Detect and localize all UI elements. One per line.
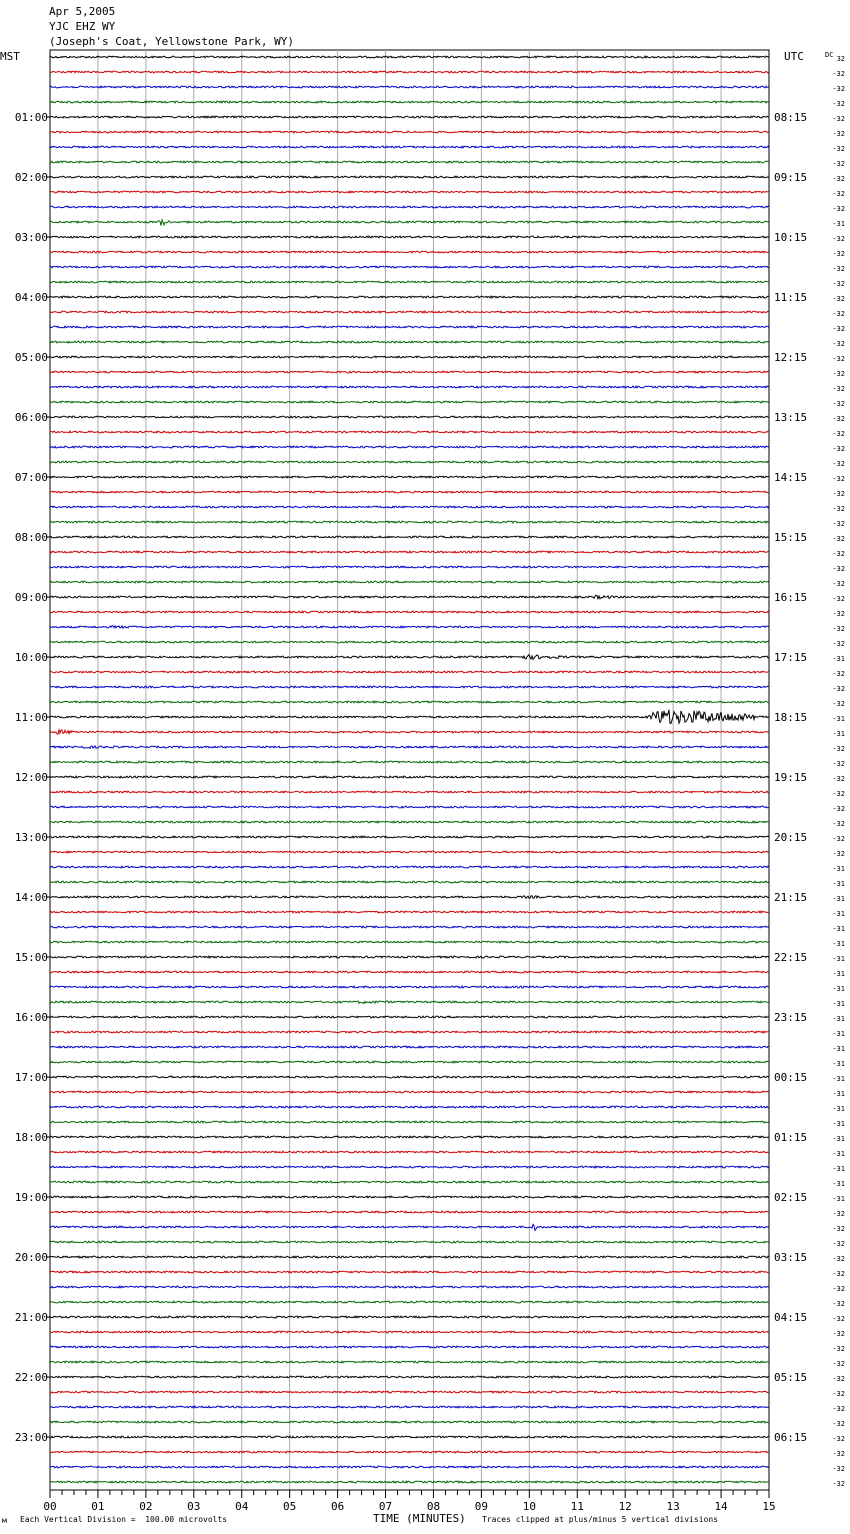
x-tick-label: 12 — [618, 1500, 632, 1513]
x-axis-title: TIME (MINUTES) — [373, 1512, 466, 1525]
trace-line — [50, 1466, 769, 1468]
trace-line — [50, 686, 769, 688]
x-tick-label: 05 — [283, 1500, 297, 1513]
right-hour-label: 00:15 — [774, 1071, 808, 1084]
trace-line — [50, 1241, 769, 1243]
x-tick-label: 04 — [235, 1500, 249, 1513]
dc-offset-value: -32 — [832, 340, 845, 348]
trace-line — [50, 1361, 769, 1363]
left-hour-label: 10:00 — [14, 651, 48, 664]
trace-line — [50, 251, 769, 253]
trace-line — [50, 1121, 769, 1123]
dc-offset-value: -31 — [832, 730, 845, 738]
dc-offset-value: -31 — [832, 1120, 845, 1128]
right-hour-label: 02:15 — [774, 1191, 808, 1204]
trace-line — [50, 746, 769, 748]
dc-offset-value: -32 — [832, 520, 845, 528]
x-tick-label: 01 — [91, 1500, 105, 1513]
trace-line — [50, 1136, 769, 1138]
trace-line — [50, 941, 769, 943]
station-code: YJC EHZ WY — [49, 20, 116, 33]
right-timezone-label: UTC — [784, 50, 804, 63]
left-hour-label: 04:00 — [14, 291, 48, 304]
trace-line — [50, 1376, 769, 1378]
trace-line — [50, 641, 769, 643]
dc-offset-value: -32 — [832, 100, 845, 108]
dc-offset-value: -32 — [832, 595, 845, 603]
trace-line — [50, 491, 769, 493]
trace-line — [50, 446, 769, 448]
trace-line — [50, 851, 769, 853]
x-tick-label: 00 — [43, 1500, 57, 1513]
dc-offset-value: -32 — [832, 535, 845, 543]
dc-offset-value: -32 — [832, 235, 845, 243]
left-hour-label: 02:00 — [14, 171, 48, 184]
trace-line — [50, 881, 769, 883]
trace-line — [50, 611, 769, 613]
x-tick-label: 07 — [378, 1500, 393, 1513]
trace-line — [50, 1224, 769, 1230]
trace-line — [50, 146, 769, 148]
x-tick-label: 06 — [330, 1500, 345, 1513]
left-timezone-label: MST — [0, 50, 20, 63]
left-hour-label: 09:00 — [14, 591, 48, 604]
trace-line — [50, 821, 769, 823]
dc-offset-value: -31 — [832, 895, 845, 903]
trace-line — [50, 536, 769, 538]
dc-offset-value: -32 — [832, 70, 845, 78]
dc-offset-value: -32 — [832, 580, 845, 588]
dc-offset-value: -32 — [832, 685, 845, 693]
trace-line — [50, 416, 769, 418]
trace-line — [50, 71, 769, 73]
trace-line — [50, 116, 769, 118]
trace-line — [50, 730, 769, 734]
trace-line — [50, 671, 769, 673]
trace-line — [50, 326, 769, 328]
dc-offset-value: -32 — [832, 835, 845, 843]
trace-line — [50, 386, 769, 388]
trace-line — [50, 1301, 769, 1303]
dc-offset-value: -32 — [832, 1360, 845, 1368]
left-hour-label: 18:00 — [14, 1131, 48, 1144]
dc-offset-value: -32 — [832, 565, 845, 573]
dc-offset-value: -32 — [832, 310, 845, 318]
dc-offset-value: -31 — [832, 940, 845, 948]
dc-offset-value: -32 — [832, 295, 845, 303]
dc-offset-heading: DC — [825, 51, 834, 59]
dc-offset-value: -32 — [832, 550, 845, 558]
left-hour-label: 07:00 — [14, 471, 48, 484]
trace-line — [50, 101, 769, 103]
scale-mark: м — [2, 1516, 7, 1525]
left-hour-label: 22:00 — [14, 1371, 48, 1384]
trace-line — [50, 1046, 769, 1048]
trace-line — [50, 1256, 769, 1258]
trace-line — [50, 986, 769, 988]
dc-offset-value: -32 — [832, 1465, 845, 1473]
trace-line — [50, 1481, 769, 1483]
dc-offset-value: -32 — [832, 760, 845, 768]
trace-line — [50, 1031, 769, 1033]
dc-offset-value: -31 — [832, 1015, 845, 1023]
trace-line — [50, 281, 769, 283]
dc-offset-value: -31 — [832, 910, 845, 918]
dc-offset-value: -32 — [832, 1270, 845, 1278]
trace-line — [50, 1331, 769, 1333]
right-hour-label: 22:15 — [774, 951, 808, 964]
dc-offset-value: -31 — [832, 970, 845, 978]
trace-line — [50, 296, 769, 298]
dc-offset-value: -32 — [832, 430, 845, 438]
trace-line — [50, 791, 769, 793]
dc-offset-value: -32 — [832, 280, 845, 288]
trace-line — [50, 236, 769, 238]
trace-line — [50, 655, 769, 660]
dc-offset-value: -32 — [832, 625, 845, 633]
dc-offset-value: -32 — [832, 805, 845, 813]
trace-line — [50, 131, 769, 133]
dc-offset-value: -32 — [832, 1405, 845, 1413]
right-hour-label: 11:15 — [774, 291, 808, 304]
right-hour-label: 05:15 — [774, 1371, 808, 1384]
right-hour-label: 13:15 — [774, 411, 808, 424]
dc-offset-value: -32 — [832, 445, 845, 453]
dc-offset-value: -31 — [832, 1030, 845, 1038]
trace-line — [50, 161, 769, 163]
trace-line — [50, 1196, 769, 1198]
dc-offset-value: -32 — [832, 160, 845, 168]
right-hour-label: 15:15 — [774, 531, 808, 544]
trace-line — [50, 191, 769, 193]
trace-line — [50, 971, 769, 973]
right-hour-label: 09:15 — [774, 171, 808, 184]
trace-line — [50, 476, 769, 478]
right-hour-label: 01:15 — [774, 1131, 808, 1144]
x-tick-label: 10 — [522, 1500, 536, 1513]
trace-line — [50, 461, 769, 463]
right-hour-label: 20:15 — [774, 831, 808, 844]
dc-offset-value: -31 — [832, 1180, 845, 1188]
x-tick-label: 03 — [187, 1500, 201, 1513]
dc-offset-value: -32 — [832, 850, 845, 858]
station-location: (Joseph's Coat, Yellowstone Park, WY) — [49, 35, 295, 48]
dc-offset-value: -32 — [832, 250, 845, 258]
trace-line — [50, 956, 769, 958]
trace-line — [50, 1061, 769, 1063]
left-hour-label: 06:00 — [14, 411, 48, 424]
right-hour-label: 03:15 — [774, 1251, 808, 1264]
left-hour-label: 14:00 — [14, 891, 48, 904]
dc-offset-value: -32 — [832, 1300, 845, 1308]
dc-offset-value: -32 — [832, 1375, 845, 1383]
right-hour-label: 12:15 — [774, 351, 808, 364]
trace-line — [50, 806, 769, 808]
trace-line — [50, 1001, 769, 1003]
left-hour-label: 21:00 — [14, 1311, 48, 1324]
right-hour-label: 04:15 — [774, 1311, 808, 1324]
left-hour-label: 11:00 — [14, 711, 48, 724]
right-hour-label: 23:15 — [774, 1011, 808, 1024]
right-hour-label: 06:15 — [774, 1431, 808, 1444]
trace-line — [50, 1286, 769, 1288]
left-hour-label: 23:00 — [14, 1431, 48, 1444]
right-hour-label: 08:15 — [774, 111, 808, 124]
dc-offset-value: -31 — [832, 1105, 845, 1113]
trace-line — [50, 710, 769, 724]
trace-line — [50, 1316, 769, 1318]
left-hour-label: 13:00 — [14, 831, 48, 844]
dc-offset-value: -31 — [832, 1150, 845, 1158]
trace-line — [50, 926, 769, 928]
trace-line — [50, 595, 769, 599]
x-tick-label: 14 — [714, 1500, 728, 1513]
left-hour-label: 20:00 — [14, 1251, 48, 1264]
trace-line — [50, 1436, 769, 1438]
clip-note: Traces clipped at plus/minus 5 vertical divisions — [482, 1515, 719, 1524]
x-tick-label: 09 — [474, 1500, 489, 1513]
right-hour-label: 18:15 — [774, 711, 808, 724]
trace-line — [50, 341, 769, 343]
dc-offset-value: -32 — [832, 1450, 845, 1458]
trace-line — [50, 1106, 769, 1108]
dc-offset-value: -31 — [832, 880, 845, 888]
x-tick-label: 02 — [139, 1500, 153, 1513]
dc-offset-value: -32 — [832, 1345, 845, 1353]
dc-offset-value: -32 — [832, 1225, 845, 1233]
trace-line — [50, 1091, 769, 1093]
dc-offset-value: -31 — [832, 715, 845, 723]
dc-offset-value: -31 — [832, 985, 845, 993]
left-hour-label: 15:00 — [14, 951, 48, 964]
left-hour-label: 08:00 — [14, 531, 48, 544]
dc-offset-value: -32 — [832, 1330, 845, 1338]
dc-offset-value: -31 — [832, 1090, 845, 1098]
right-hour-label: 17:15 — [774, 651, 808, 664]
dc-offset-value: -32 — [832, 610, 845, 618]
plot-date: Apr 5,2005 — [49, 5, 116, 18]
dc-offset-value: -32 — [832, 175, 845, 183]
trace-line — [50, 356, 769, 358]
trace-line — [50, 371, 769, 373]
right-hour-label: 10:15 — [774, 231, 808, 244]
dc-offset-value: -31 — [832, 1195, 845, 1203]
dc-offset-value: -31 — [832, 1135, 845, 1143]
trace-line — [50, 1391, 769, 1393]
dc-offset-value: -32 — [832, 640, 845, 648]
trace-line — [50, 1346, 769, 1348]
dc-offset-value: -31 — [832, 655, 845, 663]
dc-offset-value: -31 — [832, 955, 845, 963]
trace-line — [50, 56, 769, 58]
dc-offset-value: -32 — [832, 460, 845, 468]
trace-line — [50, 1076, 769, 1078]
dc-offset-value: -31 — [832, 925, 845, 933]
trace-line — [50, 266, 769, 268]
dc-offset-value: -32 — [832, 1255, 845, 1263]
dc-offset-value: 32 — [836, 55, 845, 63]
trace-line — [50, 1406, 769, 1408]
dc-offset-value: -32 — [832, 790, 845, 798]
trace-line — [50, 86, 769, 88]
dc-offset-value: -31 — [832, 1045, 845, 1053]
trace-line — [50, 521, 769, 523]
left-hour-label: 19:00 — [14, 1191, 48, 1204]
dc-offset-value: -32 — [832, 745, 845, 753]
dc-offset-value: -32 — [832, 775, 845, 783]
left-hour-label: 12:00 — [14, 771, 48, 784]
trace-line — [50, 1151, 769, 1153]
dc-offset-value: -32 — [832, 415, 845, 423]
dc-offset-value: -32 — [832, 355, 845, 363]
trace-line — [50, 626, 769, 629]
dc-offset-value: -32 — [832, 1435, 845, 1443]
trace-line — [50, 1451, 769, 1453]
trace-line — [50, 911, 769, 913]
left-hour-label: 16:00 — [14, 1011, 48, 1024]
x-tick-label: 11 — [570, 1500, 584, 1513]
dc-offset-value: -31 — [832, 865, 845, 873]
dc-offset-value: -32 — [832, 325, 845, 333]
trace-group — [50, 56, 769, 1483]
left-hour-label: 01:00 — [14, 111, 48, 124]
dc-offset-value: -32 — [832, 190, 845, 198]
dc-offset-value: -31 — [832, 1165, 845, 1173]
dc-offset-value: -32 — [832, 820, 845, 828]
right-hour-label: 19:15 — [774, 771, 808, 784]
trace-line — [50, 776, 769, 778]
right-hour-label: 21:15 — [774, 891, 808, 904]
dc-offset-value: -32 — [832, 85, 845, 93]
trace-line — [50, 1181, 769, 1183]
dc-offset-value: -32 — [832, 1480, 845, 1488]
left-hour-label: 03:00 — [14, 231, 48, 244]
trace-line — [50, 176, 769, 178]
trace-line — [50, 866, 769, 868]
trace-line — [50, 581, 769, 583]
dc-offset-value: -32 — [832, 1210, 845, 1218]
left-hour-label: 17:00 — [14, 1071, 48, 1084]
trace-line — [50, 836, 769, 838]
x-tick-label: 13 — [666, 1500, 680, 1513]
dc-offset-value: -31 — [832, 1075, 845, 1083]
dc-offset-value: -32 — [832, 700, 845, 708]
x-axis — [43, 1490, 775, 1513]
trace-line — [50, 1166, 769, 1168]
trace-line — [50, 1016, 769, 1018]
dc-offset-value: -32 — [832, 145, 845, 153]
dc-offset-value: -32 — [832, 490, 845, 498]
trace-line — [50, 1211, 769, 1213]
trace-line — [50, 566, 769, 568]
dc-offset-value: -32 — [832, 475, 845, 483]
x-tick-label: 15 — [762, 1500, 776, 1513]
trace-line — [50, 506, 769, 508]
dc-offset-value: -31 — [832, 1060, 845, 1068]
dc-offset-value: -32 — [832, 1315, 845, 1323]
right-hour-label: 16:15 — [774, 591, 808, 604]
dc-offset-value: -32 — [832, 265, 845, 273]
trace-line — [50, 761, 769, 763]
dc-offset-value: -32 — [832, 1285, 845, 1293]
trace-line — [50, 431, 769, 433]
trace-line — [50, 206, 769, 208]
trace-line — [50, 220, 769, 226]
trace-line — [50, 551, 769, 553]
trace-line — [50, 1421, 769, 1423]
dc-offset-value: -32 — [832, 1390, 845, 1398]
vertical-scale-note: Each Vertical Division = 100.00 microvolts — [20, 1515, 228, 1524]
dc-offset-value: -32 — [832, 115, 845, 123]
dc-offset-value: -32 — [832, 1240, 845, 1248]
dc-offset-value: -31 — [832, 1000, 845, 1008]
left-hour-label: 05:00 — [14, 351, 48, 364]
trace-line — [50, 701, 769, 703]
right-hour-label: 14:15 — [774, 471, 808, 484]
dc-offset-value: -32 — [832, 505, 845, 513]
dc-offset-value: -32 — [832, 385, 845, 393]
dc-offset-value: -32 — [832, 1420, 845, 1428]
dc-offset-value: -32 — [832, 670, 845, 678]
dc-offset-value: -31 — [832, 220, 845, 228]
dc-offset-value: -32 — [832, 370, 845, 378]
dc-offset-value: -32 — [832, 130, 845, 138]
trace-line — [50, 1271, 769, 1273]
trace-line — [50, 401, 769, 403]
x-tick-label: 08 — [426, 1500, 441, 1513]
trace-line — [50, 896, 769, 899]
dc-offset-value: -32 — [832, 205, 845, 213]
dc-offset-value: -32 — [832, 400, 845, 408]
trace-line — [50, 311, 769, 313]
